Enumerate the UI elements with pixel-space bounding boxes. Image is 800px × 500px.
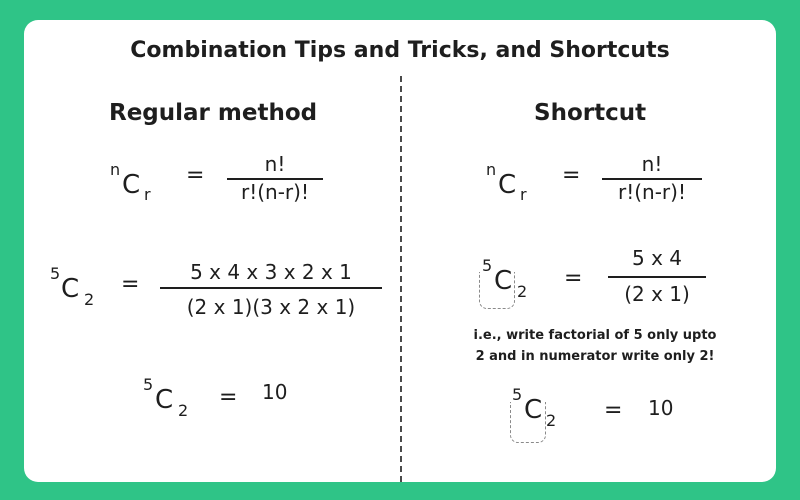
- combination-symbol: C: [122, 170, 141, 200]
- numerator: 5 x 4 x 3 x 2 x 1: [190, 260, 352, 284]
- result-value: 10: [648, 396, 674, 420]
- equals-sign: =: [604, 398, 623, 423]
- superscript: 5: [512, 385, 523, 404]
- subscript: r: [520, 185, 527, 204]
- subscript: r: [144, 185, 151, 204]
- equals-sign: =: [186, 163, 205, 188]
- denominator: r!(n-r)!: [241, 180, 309, 204]
- superscript: 5: [143, 375, 154, 394]
- equals-sign: =: [121, 272, 140, 297]
- superscript: n: [110, 160, 121, 179]
- subscript: 2: [546, 411, 557, 430]
- equals-sign: =: [219, 385, 238, 410]
- equals-sign: =: [564, 266, 583, 291]
- numerator: n!: [641, 152, 663, 176]
- highlight-bracket: [510, 402, 546, 443]
- note-line: 2 and in numerator write only 2!: [475, 349, 715, 364]
- fraction-bar: [608, 276, 706, 278]
- highlight-bracket: [479, 272, 515, 309]
- subscript: 2: [517, 282, 528, 301]
- subscript: 2: [178, 401, 189, 420]
- superscript: n: [486, 160, 497, 179]
- regular-method-heading: Regular method: [109, 100, 318, 126]
- content-card: [24, 20, 776, 482]
- equals-sign: =: [562, 163, 581, 188]
- combination-symbol: C: [524, 395, 543, 425]
- numerator: 5 x 4: [632, 246, 682, 270]
- fraction-bar: [160, 287, 382, 289]
- combination-symbol: C: [498, 170, 517, 200]
- combination-symbol: C: [494, 266, 513, 296]
- center-divider: [400, 76, 402, 482]
- numerator: n!: [264, 152, 286, 176]
- note-line: i.e., write factorial of 5 only upto: [473, 328, 717, 343]
- denominator: (2 x 1)(3 x 2 x 1): [186, 295, 356, 319]
- denominator: (2 x 1): [624, 282, 690, 306]
- shortcut-note: [436, 325, 754, 367]
- subscript: 2: [84, 290, 95, 309]
- shortcut-heading: Shortcut: [534, 100, 647, 126]
- superscript: 5: [50, 264, 61, 283]
- denominator: r!(n-r)!: [618, 180, 686, 204]
- combination-symbol: C: [155, 385, 174, 415]
- superscript: 5: [482, 256, 493, 275]
- combination-symbol: C: [61, 274, 80, 304]
- result-value: 10: [262, 380, 288, 404]
- page-title: Combination Tips and Tricks, and Shortcuts: [130, 38, 670, 63]
